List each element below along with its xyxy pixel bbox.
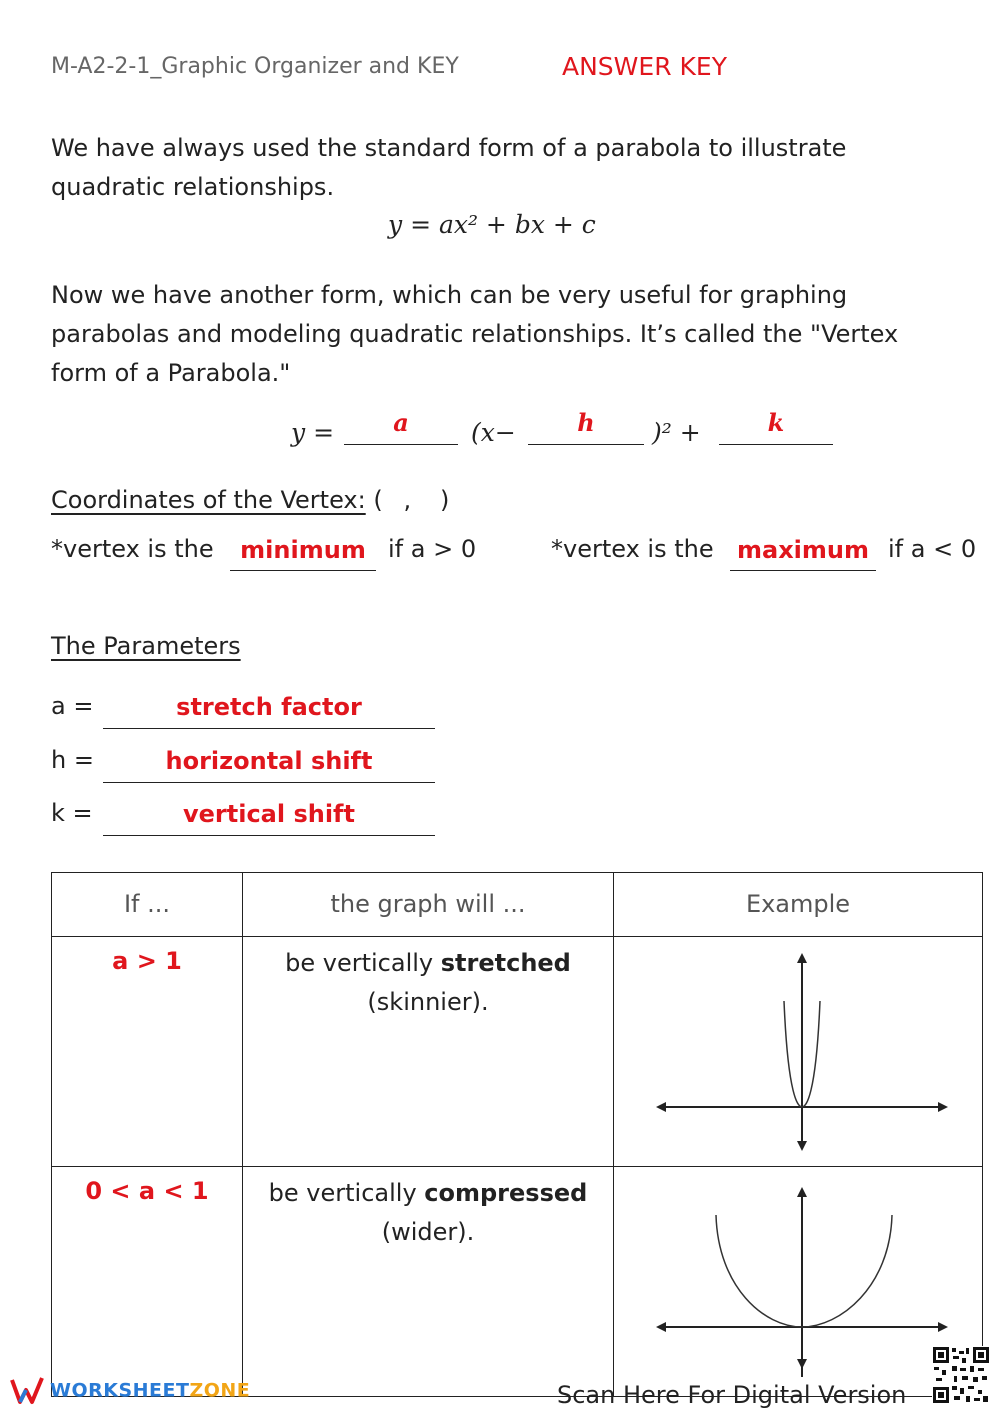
table-header-example: Example — [614, 873, 983, 937]
row1-effect: be vertically stretched (skinnier). — [285, 949, 571, 1016]
vertex-max-blank — [730, 532, 876, 571]
qr-code-icon[interactable] — [932, 1346, 990, 1404]
row1-condition-cell — [52, 937, 243, 1167]
row2-condition-cell — [52, 1167, 243, 1397]
intro-paragraph — [51, 129, 951, 207]
vertex-form-close: )² + — [652, 418, 701, 447]
standard-form-equation: y = ax² + bx + c — [388, 210, 596, 239]
table-row — [52, 937, 983, 1167]
vertex-intro-line-1: Now we have another form, which can be very useful for graphing — [51, 281, 848, 309]
answer-key-label: ANSWER KEY — [562, 52, 727, 81]
vertex-intro-paragraph — [51, 276, 951, 393]
logo-w-icon — [10, 1376, 50, 1406]
vertex-form-blank-a — [344, 406, 458, 445]
document-title: M-A2-2-1_Graphic Organizer and KEY — [51, 54, 459, 79]
intro-line-2: quadratic relationships. — [51, 173, 335, 201]
stretched-parabola-graph — [614, 937, 982, 1162]
intro-line-1: We have always used the standard form of a parabola to illustrate — [51, 134, 847, 162]
table-header-graph: the graph will ... — [243, 873, 614, 937]
vertex-min-prefix: *vertex is the — [51, 535, 214, 563]
param-k-blank — [103, 795, 435, 836]
vertex-max-condition: if a < 0 — [888, 535, 977, 563]
vertex-coordinates-label: Coordinates of the Vertex: — [51, 486, 366, 514]
logo-brand-a: WORKSHEET — [50, 1379, 190, 1402]
vertex-paren-close: ) — [440, 486, 450, 514]
vertex-form-open: (x− — [471, 418, 516, 447]
vertex-max-answer: maximum — [736, 536, 869, 564]
param-h-label: h = — [51, 746, 94, 774]
table-row — [52, 1167, 983, 1397]
wide-parabola-curve — [716, 1215, 892, 1327]
logo-brand-b: ZONE — [189, 1379, 251, 1402]
row2-condition: 0 < a < 1 — [85, 1177, 209, 1205]
vertex-form-blank-k — [719, 406, 833, 445]
worksheet-zone-logo — [10, 1376, 250, 1406]
vertex-intro-line-2: parabolas and modeling quadratic relationships. It’s called the "Vertex — [51, 320, 899, 348]
vertex-form-answer-k: k — [767, 408, 785, 437]
vertex-min-blank — [230, 532, 376, 571]
param-a-answer: stretch factor — [176, 693, 362, 721]
param-k-label: k = — [51, 799, 93, 827]
row2-example-cell — [614, 1167, 983, 1397]
param-h-blank — [103, 742, 435, 783]
vertex-coordinates-row — [51, 486, 449, 514]
compressed-parabola-graph — [614, 1167, 982, 1392]
param-h-answer: horizontal shift — [165, 747, 373, 775]
param-a-label: a = — [51, 692, 94, 720]
vertex-form-y: y = — [291, 418, 335, 447]
vertex-paren-open: ( — [373, 486, 383, 514]
vertex-min-answer: minimum — [240, 536, 366, 564]
param-a-blank — [103, 688, 435, 729]
parameters-heading: The Parameters — [51, 632, 241, 660]
row1-effect-cell — [243, 937, 614, 1167]
vertex-form-answer-a: a — [393, 408, 409, 437]
table-header-row — [52, 873, 983, 937]
vertex-intro-line-3: form of a Parabola." — [51, 359, 291, 387]
vertex-form-answer-h: h — [577, 408, 595, 437]
parameter-effects-table — [51, 872, 983, 1397]
row2-effect-cell — [243, 1167, 614, 1397]
row1-condition: a > 1 — [112, 947, 182, 975]
row1-example-cell — [614, 937, 983, 1167]
vertex-comma: , — [403, 486, 412, 514]
vertex-min-condition: if a > 0 — [388, 535, 477, 563]
scan-for-digital-version: Scan Here For Digital Version — [557, 1381, 907, 1409]
vertex-form-blank-h — [528, 406, 644, 445]
param-k-answer: vertical shift — [183, 800, 355, 828]
table-header-if: If ... — [52, 873, 243, 937]
vertex-max-prefix: *vertex is the — [551, 535, 714, 563]
row2-effect: be vertically compressed (wider). — [268, 1179, 588, 1246]
